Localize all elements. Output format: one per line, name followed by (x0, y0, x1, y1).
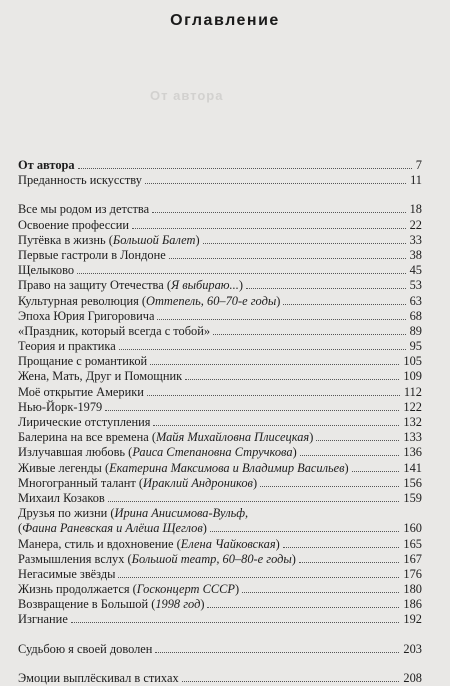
toc-entry-title: Теория и практика (18, 339, 116, 354)
toc-entry[interactable] (18, 294, 422, 309)
toc-entry[interactable] (18, 612, 422, 627)
toc-entry[interactable] (18, 597, 422, 612)
toc-entry-title: От автора (18, 158, 75, 172)
toc-entry-title: Излучавшая любовь (Раиса Степановна Стручкова) (18, 445, 297, 460)
leader-dots (352, 471, 400, 472)
leader-dots (260, 486, 399, 487)
toc-entry-title: Культурная революция (Оттепель, 60–70-е годы) (18, 293, 281, 308)
leader-dots (185, 379, 399, 380)
toc-entry-page: 105 (403, 354, 422, 369)
toc-entry[interactable] (18, 506, 422, 521)
leader-dots (105, 410, 399, 411)
leader-dots (145, 183, 406, 184)
toc-entry-title: Эпоха Юрия Григоровича (18, 308, 155, 323)
toc-entry[interactable] (18, 521, 422, 536)
toc-entry-page: 160 (403, 521, 422, 536)
toc-entry[interactable] (18, 202, 422, 217)
toc-entry-title: Жизнь продолжается (Госконцерт СССР) (18, 582, 240, 597)
leader-dots (108, 501, 400, 502)
toc-entry-page: 45 (409, 263, 422, 278)
toc-entry[interactable] (18, 567, 422, 582)
leader-dots (150, 364, 399, 365)
toc-entry-page: 63 (409, 293, 422, 308)
toc-entry-page: 11 (410, 173, 422, 188)
toc-entry-page: 68 (409, 308, 422, 323)
toc-entry[interactable] (18, 582, 422, 597)
table-of-contents (18, 158, 422, 686)
leader-dots (147, 395, 400, 396)
toc-entry-title: Моё открытие Америки (18, 384, 144, 399)
toc-entry[interactable] (18, 385, 422, 400)
toc-entry[interactable] (18, 248, 422, 263)
toc-entry[interactable] (18, 552, 422, 567)
leader-dots (300, 455, 400, 456)
toc-entry-title: Негасимые звёзды (18, 566, 116, 581)
toc-entry-title: Судьбою я своей доволен (18, 641, 153, 656)
toc-entry[interactable] (18, 158, 422, 173)
toc-entry[interactable] (18, 354, 422, 369)
leader-dots (169, 258, 406, 259)
toc-entry-title: «Праздник, который всегда с тобой» (18, 323, 211, 338)
leader-dots (71, 622, 400, 623)
leader-dots (182, 681, 400, 682)
toc-entry[interactable] (18, 671, 422, 686)
leader-dots (203, 243, 406, 244)
toc-entry[interactable] (18, 445, 422, 460)
toc-entry[interactable] (18, 537, 422, 552)
toc-entry-page: 156 (403, 475, 422, 490)
toc-entry-page: 109 (403, 369, 422, 384)
toc-entry[interactable] (18, 430, 422, 445)
toc-entry-page: 38 (409, 247, 422, 262)
toc-entry-page: 167 (403, 551, 422, 566)
page-title: Оглавление (170, 12, 280, 29)
leader-dots (152, 212, 406, 213)
toc-entry-title: Первые гастроли в Лондоне (18, 247, 166, 262)
leader-dots (213, 334, 406, 335)
toc-entry-title: Размышления вслух (Большой театр, 60–80-е годы) (18, 551, 296, 566)
leader-dots (283, 547, 400, 548)
toc-entry-page: 112 (403, 384, 422, 399)
leader-dots (207, 607, 399, 608)
toc-entry-title: Балерина на все времена (Майя Михайловна Плисецкая) (18, 430, 314, 445)
leader-dots (78, 168, 412, 169)
leader-dots (246, 288, 406, 289)
toc-entry-title: Эмоции выплёскивал в стихах (18, 670, 179, 685)
toc-entry-title: Право на защиту Отечества (Я выбираю...) (18, 278, 243, 293)
toc-entry-title: Освоение профессии (18, 217, 130, 232)
toc-entry-page: 95 (409, 339, 422, 354)
leader-dots (283, 304, 405, 305)
toc-entry[interactable] (18, 461, 422, 476)
toc-entry-page: 136 (403, 445, 422, 460)
toc-entry-title: Манера, стиль и вдохновение (Елена Чайковская) (18, 536, 280, 551)
leader-dots (157, 319, 405, 320)
toc-entry-page: 53 (409, 278, 422, 293)
leader-dots (316, 440, 399, 441)
toc-entry-page: 133 (403, 430, 422, 445)
toc-entry-page: 89 (409, 323, 422, 338)
toc-entry-page: 122 (403, 399, 422, 414)
toc-entry-page: 33 (409, 232, 422, 247)
toc-entry-page: 159 (403, 490, 422, 505)
leader-dots (132, 228, 406, 229)
toc-entry-page: 22 (409, 217, 422, 232)
leader-dots (118, 577, 399, 578)
toc-entry-title: Живые легенды (Екатерина Максимова и Владимир Васильев) (18, 460, 349, 475)
toc-entry[interactable] (18, 476, 422, 491)
toc-entry[interactable] (18, 233, 422, 248)
toc-entry-page: 7 (415, 158, 422, 172)
toc-entry[interactable] (18, 642, 422, 657)
toc-entry-page: 176 (403, 566, 422, 581)
toc-entry-title: Изгнание (18, 612, 68, 627)
toc-entry-page: 208 (403, 670, 422, 685)
toc-entry-title: Возвращение в Большой (1998 год) (18, 597, 205, 612)
toc-entry-page: 192 (403, 612, 422, 627)
toc-entry-title: Преданность искусству (18, 173, 142, 188)
toc-entry-page: 180 (403, 582, 422, 597)
toc-entry[interactable] (18, 173, 422, 188)
toc-entry[interactable] (18, 491, 422, 506)
leader-dots (242, 592, 399, 593)
toc-entry[interactable] (18, 278, 422, 293)
toc-entry[interactable] (18, 415, 422, 430)
toc-entry-page: 186 (403, 597, 422, 612)
leader-dots (77, 273, 406, 274)
toc-entry-title: Михаил Козаков (18, 490, 105, 505)
toc-entry-title: (Фаина Раневская и Алёша Щеглов) (18, 521, 207, 536)
toc-entry-title: Нью-Йорк-1979 (18, 399, 103, 414)
toc-entry-title: Многогранный талант (Ираклий Андроников) (18, 475, 258, 490)
toc-entry-title: Друзья по жизни (Ирина Анисимова-Вульф, (18, 506, 249, 521)
toc-entry-title: Щелыково (18, 263, 75, 278)
toc-entry[interactable] (18, 218, 422, 233)
leader-dots (299, 562, 400, 563)
toc-entry[interactable] (18, 324, 422, 339)
toc-entry[interactable] (18, 400, 422, 415)
toc-entry-title: Лирические отступления (18, 415, 151, 429)
toc-entry-page: 165 (403, 536, 422, 551)
toc-entry[interactable] (18, 339, 422, 354)
leader-dots (210, 531, 400, 532)
toc-entry[interactable] (18, 369, 422, 384)
toc-entry-page: 132 (403, 415, 422, 429)
leader-dots (119, 349, 406, 350)
toc-entry[interactable] (18, 263, 422, 278)
toc-entry-page: 141 (403, 460, 422, 475)
toc-entry[interactable] (18, 309, 422, 324)
leader-dots (155, 652, 399, 653)
bleed-through-text: От автора (150, 88, 224, 103)
toc-entry-page: 203 (403, 641, 422, 656)
toc-entry-title: Все мы родом из детства (18, 202, 150, 217)
toc-entry-page: 18 (409, 202, 422, 217)
toc-entry-title: Путёвка в жизнь (Большой Балет) (18, 232, 200, 247)
leader-dots (153, 425, 399, 426)
toc-entry-title: Прощание с романтикой (18, 354, 148, 369)
toc-entry-title: Жена, Мать, Друг и Помощник (18, 369, 183, 384)
